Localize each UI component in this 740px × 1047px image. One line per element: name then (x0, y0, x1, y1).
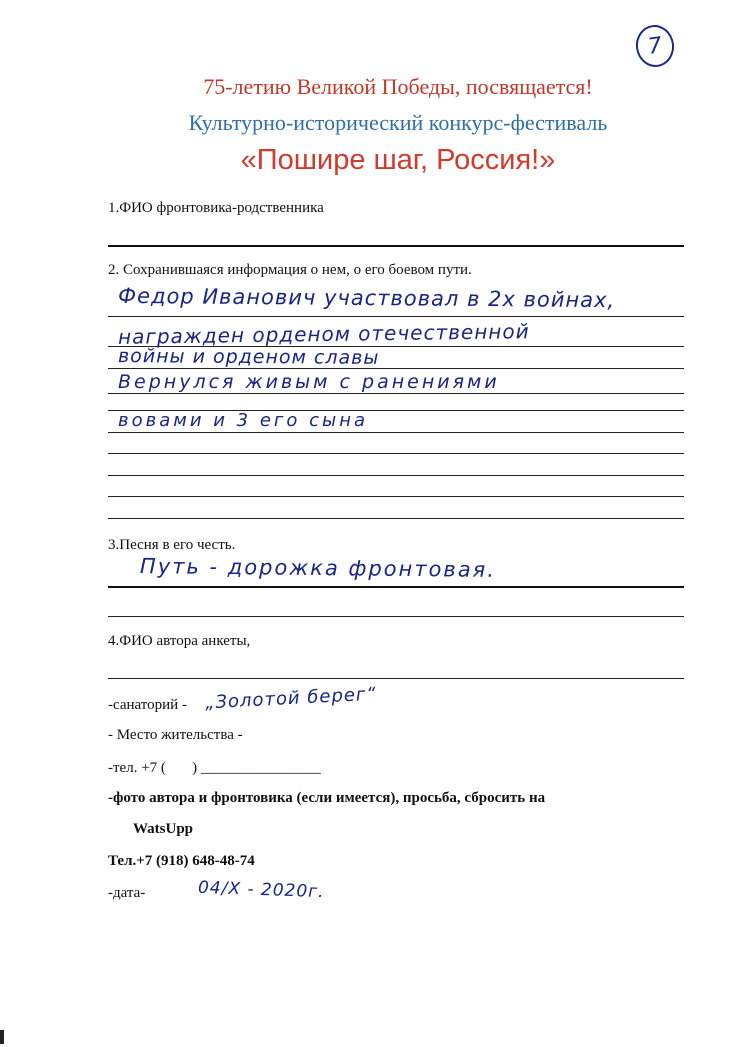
phone-label: -тел. +7 ( ) ________________ (108, 760, 321, 776)
section2-rule-1 (108, 316, 684, 317)
date-label: -дата- (108, 885, 146, 901)
photo-request-label: -фото автора и фронтовика (если имеется), просьба, сбросить на (108, 790, 546, 806)
header-slogan: «Пошире шаг, Россия!» (240, 144, 556, 176)
section1-label: 1.ФИО фронтовика-родственника (108, 200, 324, 216)
section2-handwriting-line-3: войны и орденом славы (117, 345, 380, 369)
messenger-label: WatsUpp (133, 821, 194, 837)
sanatorium-label: -санаторий - (108, 697, 187, 713)
section3-label: 3.Песня в его честь. (108, 537, 236, 553)
section4-label: 4.ФИО автора анкеты, (108, 633, 251, 649)
section2-handwriting-line-4: Вернулся живым с ранениями (118, 371, 500, 393)
page-number-mark (633, 23, 676, 70)
section2-rule-4 (108, 393, 684, 394)
section2-handwriting-line-1: Федор Иванович участвовал в 2х войнах, (117, 283, 616, 313)
section2-rule-6 (108, 432, 684, 433)
header-contest-name: Культурно-исторический конкурс-фестиваль (188, 110, 608, 135)
section3-rule-2 (108, 616, 684, 617)
section2-handwriting-line-5: вовами и 3 его сына (118, 410, 369, 431)
header-dedication: 75-летию Великой Победы, посвящается! (203, 74, 593, 99)
sanatorium-handwriting-value: „Золотой берег“ (204, 683, 378, 714)
page-number: 7 (646, 32, 664, 60)
section3-rule-1 (108, 586, 684, 588)
scan-edge-mark (0, 1030, 4, 1044)
contact-phone: Тел.+7 (918) 648-48-74 (108, 853, 255, 869)
section2-rule-9 (108, 496, 684, 497)
date-handwriting-value: 04/X - 2020г. (197, 877, 325, 903)
section3-handwriting-answer: Путь - дорожка фронтовая. (139, 554, 497, 582)
section1-answer-line (108, 245, 684, 247)
section2-label: 2. Сохранившаяся информация о нем, о его боевом пути. (108, 262, 472, 278)
residence-label: - Место жительства - (108, 727, 243, 743)
section2-handwriting-line-2: награжден орденом отечественной (117, 319, 530, 349)
section4-rule-1 (108, 678, 684, 679)
section2-rule-3 (108, 368, 684, 369)
section2-rule-7 (108, 453, 684, 454)
section2-rule-10 (108, 518, 684, 519)
section2-rule-8 (108, 475, 684, 476)
